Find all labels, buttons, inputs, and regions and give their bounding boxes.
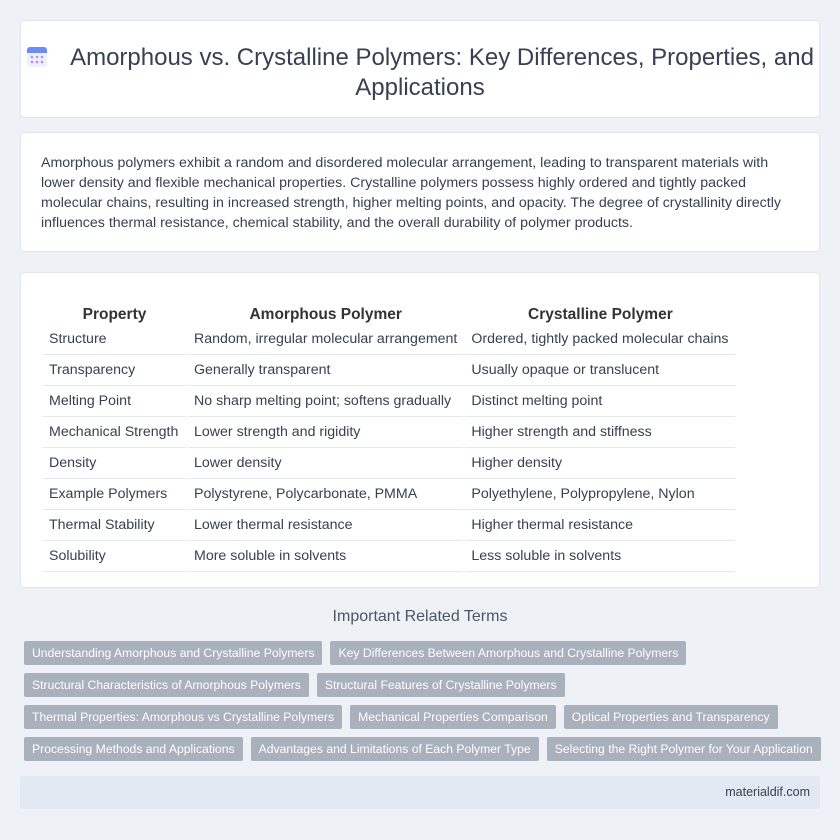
table-cell: Thermal Stability <box>43 510 186 541</box>
related-term-tag[interactable]: Optical Properties and Transparency <box>564 705 778 729</box>
calendar-icon <box>26 46 48 68</box>
table-cell: Usually opaque or translucent <box>465 355 735 386</box>
related-term-tag[interactable]: Structural Features of Crystalline Polymers <box>317 673 565 697</box>
comparison-table-card <box>20 272 820 588</box>
table-header-row <box>43 293 735 324</box>
table-cell: Lower thermal resistance <box>188 510 463 541</box>
table-cell: Generally transparent <box>188 355 463 386</box>
table-cell: More soluble in solvents <box>188 541 463 572</box>
table-cell: Higher density <box>465 448 735 479</box>
table-cell: Lower strength and rigidity <box>188 417 463 448</box>
table-cell: No sharp melting point; softens gradually <box>188 386 463 417</box>
page-title <box>21 43 819 103</box>
related-term-tag[interactable]: Understanding Amorphous and Crystalline Polymers <box>24 641 322 665</box>
comparison-table <box>41 293 737 572</box>
footer <box>20 776 820 809</box>
title-card <box>20 20 820 118</box>
table-cell: Melting Point <box>43 386 186 417</box>
column-header: Property <box>82 306 147 323</box>
table-cell: Structure <box>43 324 186 355</box>
related-term-tag[interactable]: Key Differences Between Amorphous and Crystalline Polymers <box>330 641 686 665</box>
table-row <box>43 448 735 479</box>
related-terms-list <box>24 641 824 761</box>
page-title-text: Amorphous vs. Crystalline Polymers: Key Differences, Properties, and Applications <box>70 44 814 101</box>
related-term-tag[interactable]: Structural Characteristics of Amorphous Polymers <box>24 673 309 697</box>
related-terms-heading: Important Related Terms <box>332 608 508 625</box>
site-link[interactable]: materialdif.com <box>725 785 810 799</box>
related-term-tag[interactable]: Mechanical Properties Comparison <box>350 705 556 729</box>
related-term-tag[interactable]: Advantages and Limitations of Each Polymer Type <box>251 737 539 761</box>
table-row <box>43 386 735 417</box>
table-row <box>43 541 735 572</box>
table-row <box>43 479 735 510</box>
column-header: Crystalline Polymer <box>528 306 673 323</box>
table-cell: Example Polymers <box>43 479 186 510</box>
intro-card <box>20 132 820 252</box>
table-cell: Solubility <box>43 541 186 572</box>
table-cell: Lower density <box>188 448 463 479</box>
table-cell: Less soluble in solvents <box>465 541 735 572</box>
table-cell: Density <box>43 448 186 479</box>
table-cell: Polystyrene, Polycarbonate, PMMA <box>188 479 463 510</box>
table-cell: Higher strength and stiffness <box>465 417 735 448</box>
table-cell: Distinct melting point <box>465 386 735 417</box>
table-cell: Higher thermal resistance <box>465 510 735 541</box>
related-term-tag[interactable]: Selecting the Right Polymer for Your Application <box>547 737 821 761</box>
table-row <box>43 417 735 448</box>
related-term-tag[interactable]: Processing Methods and Applications <box>24 737 243 761</box>
table-cell: Ordered, tightly packed molecular chains <box>465 324 735 355</box>
table-cell: Mechanical Strength <box>43 417 186 448</box>
table-row <box>43 355 735 386</box>
intro-paragraph: Amorphous polymers exhibit a random and disordered molecular arrangement, leading to transparent materials with lower density and flexible mechanical properties. Crystalline polymers possess highly ordered and tightly packed molecular chains, resulting in increased strength, higher melting points, and opacity. The degree of crystallinity directly influences thermal resistance, chemical stability, and the overall durability of polymer products. <box>41 155 781 231</box>
table-cell: Transparency <box>43 355 186 386</box>
table-cell: Random, irregular molecular arrangement <box>188 324 463 355</box>
table-row <box>43 510 735 541</box>
related-term-tag[interactable]: Thermal Properties: Amorphous vs Crystalline Polymers <box>24 705 342 729</box>
table-row <box>43 324 735 355</box>
table-cell: Polyethylene, Polypropylene, Nylon <box>465 479 735 510</box>
column-header: Amorphous Polymer <box>249 306 402 323</box>
